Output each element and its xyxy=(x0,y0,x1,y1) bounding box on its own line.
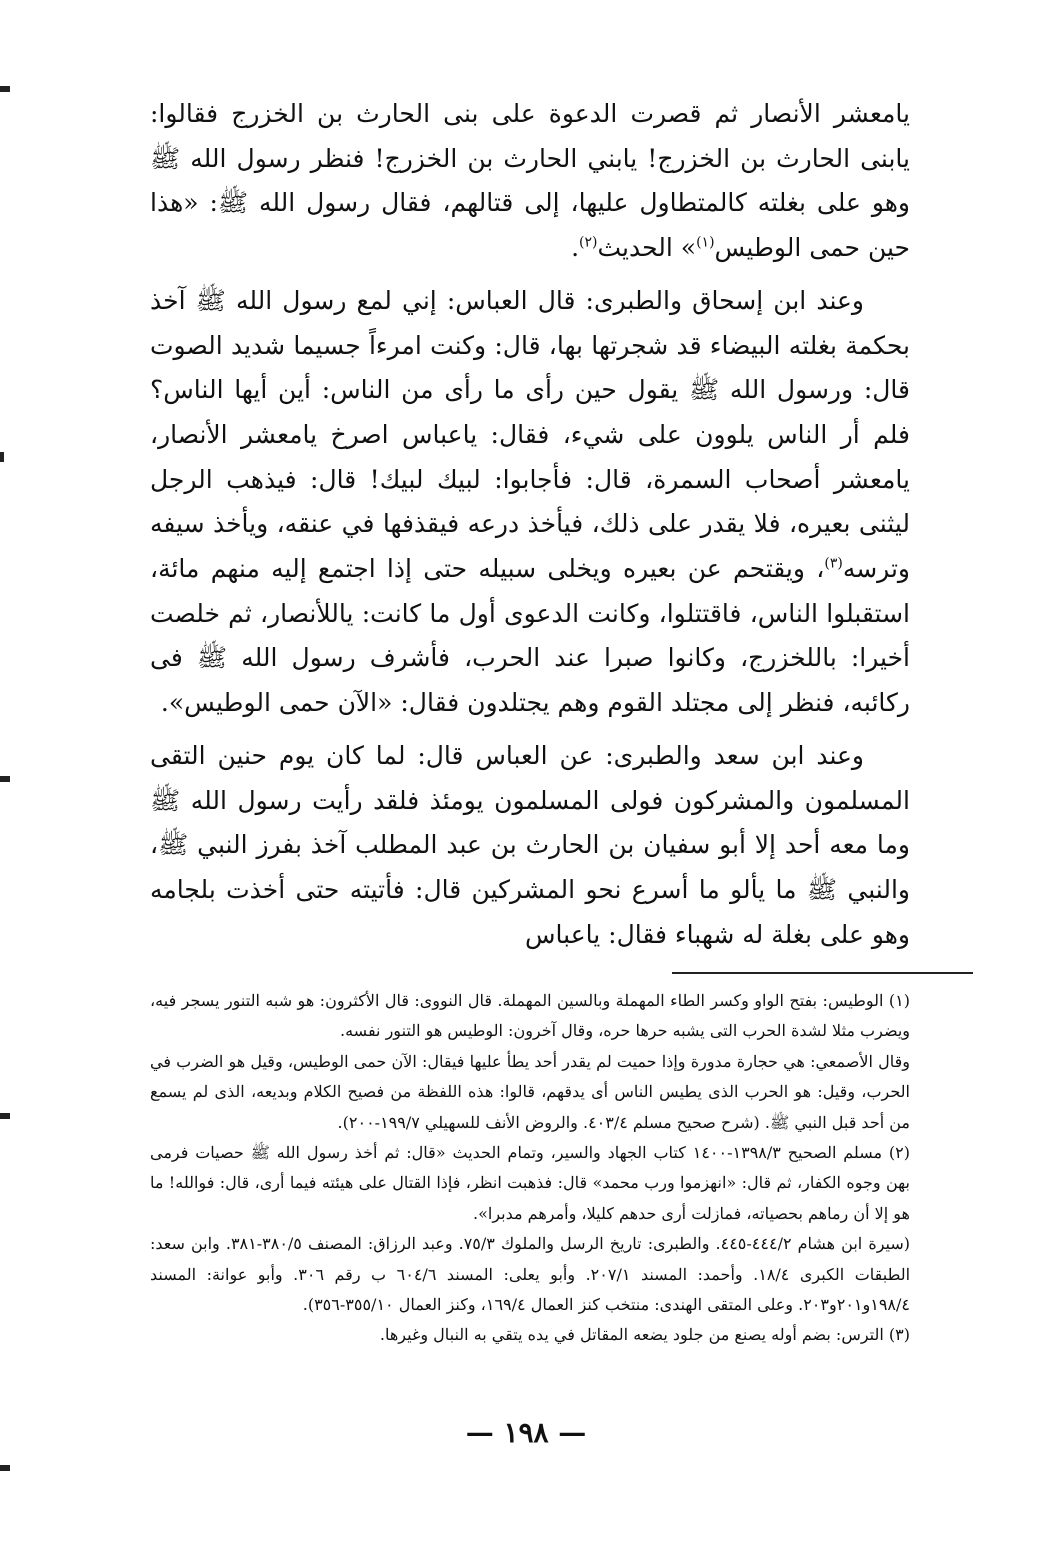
scan-edge-mark xyxy=(0,776,10,782)
footnote-ref-2: (٢) xyxy=(579,234,598,251)
scan-edge-mark xyxy=(0,452,4,462)
footnote-2-sources: (سيرة ابن هشام ٤٤٤/٢-٤٤٥. والطبرى: تاريخ الرسل والملوك ٧٥/٣. وعبد الرزاق: المصنف ٣٨٠/٥-٣٨١. وابن سعد: الطبقات الكبرى ١٨/٤. وأحمد: المسند ٢٠٧/١. وأبو يعلى: المسند ٦٠٤/٦ ب رقم ٣٠٦. وأبو عوانة: المسند ١٩٨/٤و٢٠١و٢٠٣. وعلى المتقى الهندى: منتخب كنز العمال ١٦٩/٤، وكنز العمال ٣٥٥/١٠-٣٥٦). xyxy=(150,1234,911,1315)
paragraph-2 xyxy=(150,279,910,726)
paragraph-2-text: وعند ابن إسحاق والطبرى: قال العباس: إني لمع رسول الله ﷺ آخذ بحكمة بغلته البيضاء قد شجرتها بها، قال: وكنت امرءاً جسيما شديد الصوت قال: ورسول الله ﷺ يقول حين رأى ما رأى من الناس: أين أيها الناس؟ فلم أر الناس يلوون على شيء، فقال: ياعباس اصرخ يامعشر الأنصار، يامعشر أصحاب السمرة، قال: فأجابوا: لبيك لبيك! قال: فيذهب الرجل ليثنى بعيره، فلا يقدر على ذلك، فيأخذ درعه فيقذفها في عنقه، ويأخذ سيفه وترسه xyxy=(150,285,910,584)
paragraph-1 xyxy=(150,92,910,271)
paragraph-1-end: . xyxy=(571,233,580,263)
scan-edge-mark xyxy=(0,1465,10,1471)
footnote-ref-3: (٣) xyxy=(824,555,843,572)
paragraph-3: وعند ابن سعد والطبرى: عن العباس قال: لما كان يوم حنين التقى المسلمون والمشركون فولى المسلمون يومئذ فلقد رأيت رسول الله ﷺ وما معه أحد إلا أبو سفيان بن الحارث بن عبد المطلب آخذ بفرز النبي ﷺ، والنبي ﷺ ما يألو ما أسرع نحو المشركين قال: فأتيته حتى أخذت بلجامه وهو على بغلة له شهباء فقال: ياعباس xyxy=(150,740,910,949)
scan-edge-mark xyxy=(0,86,10,92)
paragraph-1-text: يامعشر الأنصار ثم قصرت الدعوة على بنى الحارث بن الخزرج فقالوا: يابنى الحارث بن الخزرج! يابني الحارث بن الخزرج! فنظر رسول الله ﷺ وهو على بغلته كالمتطاول عليها، إلى قتالهم، فقال رسول الله ﷺ: «هذا حين حمى الوطيس xyxy=(150,99,910,263)
footnote-1-continued: وقال الأصمعي: هي حجارة مدورة وإذا حميت لم يقدر أحد يطأ عليها فيقال: الآن حمى الوطيس، وقيل هو الضرب في الحرب، وقيل: هو الحرب الذى يطيس الناس أى يدقهم، قالوا: هذه اللفظة من فصيح الكلام وبديعه، الذى لم يسمع من أحد قبل النبي ﷺ. (شرح صحيح مسلم ٤٠٣/٤. والروض الأنف للسهيلي ١٩٩/٧-٢٠٠). xyxy=(150,1051,910,1132)
footnote-3: (٣) الترس: بضم أوله يصنع من جلود يضعه المقاتل في يده يتقي به النبال وغيرها. xyxy=(379,1325,910,1345)
footnote-1: (١) الوطيس: بفتح الواو وكسر الطاء المهملة وبالسين المهملة. قال النووى: قال الأكثرون: هو شبه التنور يسجر فيه، ويضرب مثلا لشدة الحرب التى يشبه حرها حره، وقال آخرون: الوطيس هو التنور نفسه. xyxy=(150,991,910,1041)
footnotes-section xyxy=(150,986,910,1351)
scan-edge-mark xyxy=(0,1113,10,1119)
page-number: — ١٩٨ — xyxy=(465,1416,587,1449)
footnote-2: (٢) مسلم الصحيح ١٣٩٨/٣-١٤٠٠ كتاب الجهاد والسير، وتمام الحديث «قال: ثم أخذ رسول الله ﷺ حصيات فرمى بهن وجوه الكفار، ثم قال: «انهزموا ورب محمد» قال: فذهبت انظر، فإذا القتال على هيئته فيما أرى، قال: فوالله! ما هو إلا أن رماهم بحصياته، فمازلت أرى حدهم كليلا، وأمرهم مدبرا». xyxy=(150,1143,910,1223)
footnote-divider xyxy=(672,972,973,974)
paragraph-1-mid: » الحديث xyxy=(597,233,697,263)
footnote-ref-1: (١) xyxy=(696,234,715,251)
main-body-text xyxy=(150,92,910,965)
paragraph-2-rest: ، ويقتحم عن بعيره ويخلى سبيله حتى إذا اجتمع إليه منهم مائة، استقبلوا الناس، فاقتتلوا، وكانت الدعوى أول ما كانت: ياللأنصار، ثم خلصت أخيرا: باللخزرج، وكانوا صبرا عند الحرب، فأشرف رسول الله ﷺ فى ركائبه، فنظر إلى مجتلد القوم وهم يجتلدون فقال: «الآن حمى الوطيس». xyxy=(150,554,910,718)
